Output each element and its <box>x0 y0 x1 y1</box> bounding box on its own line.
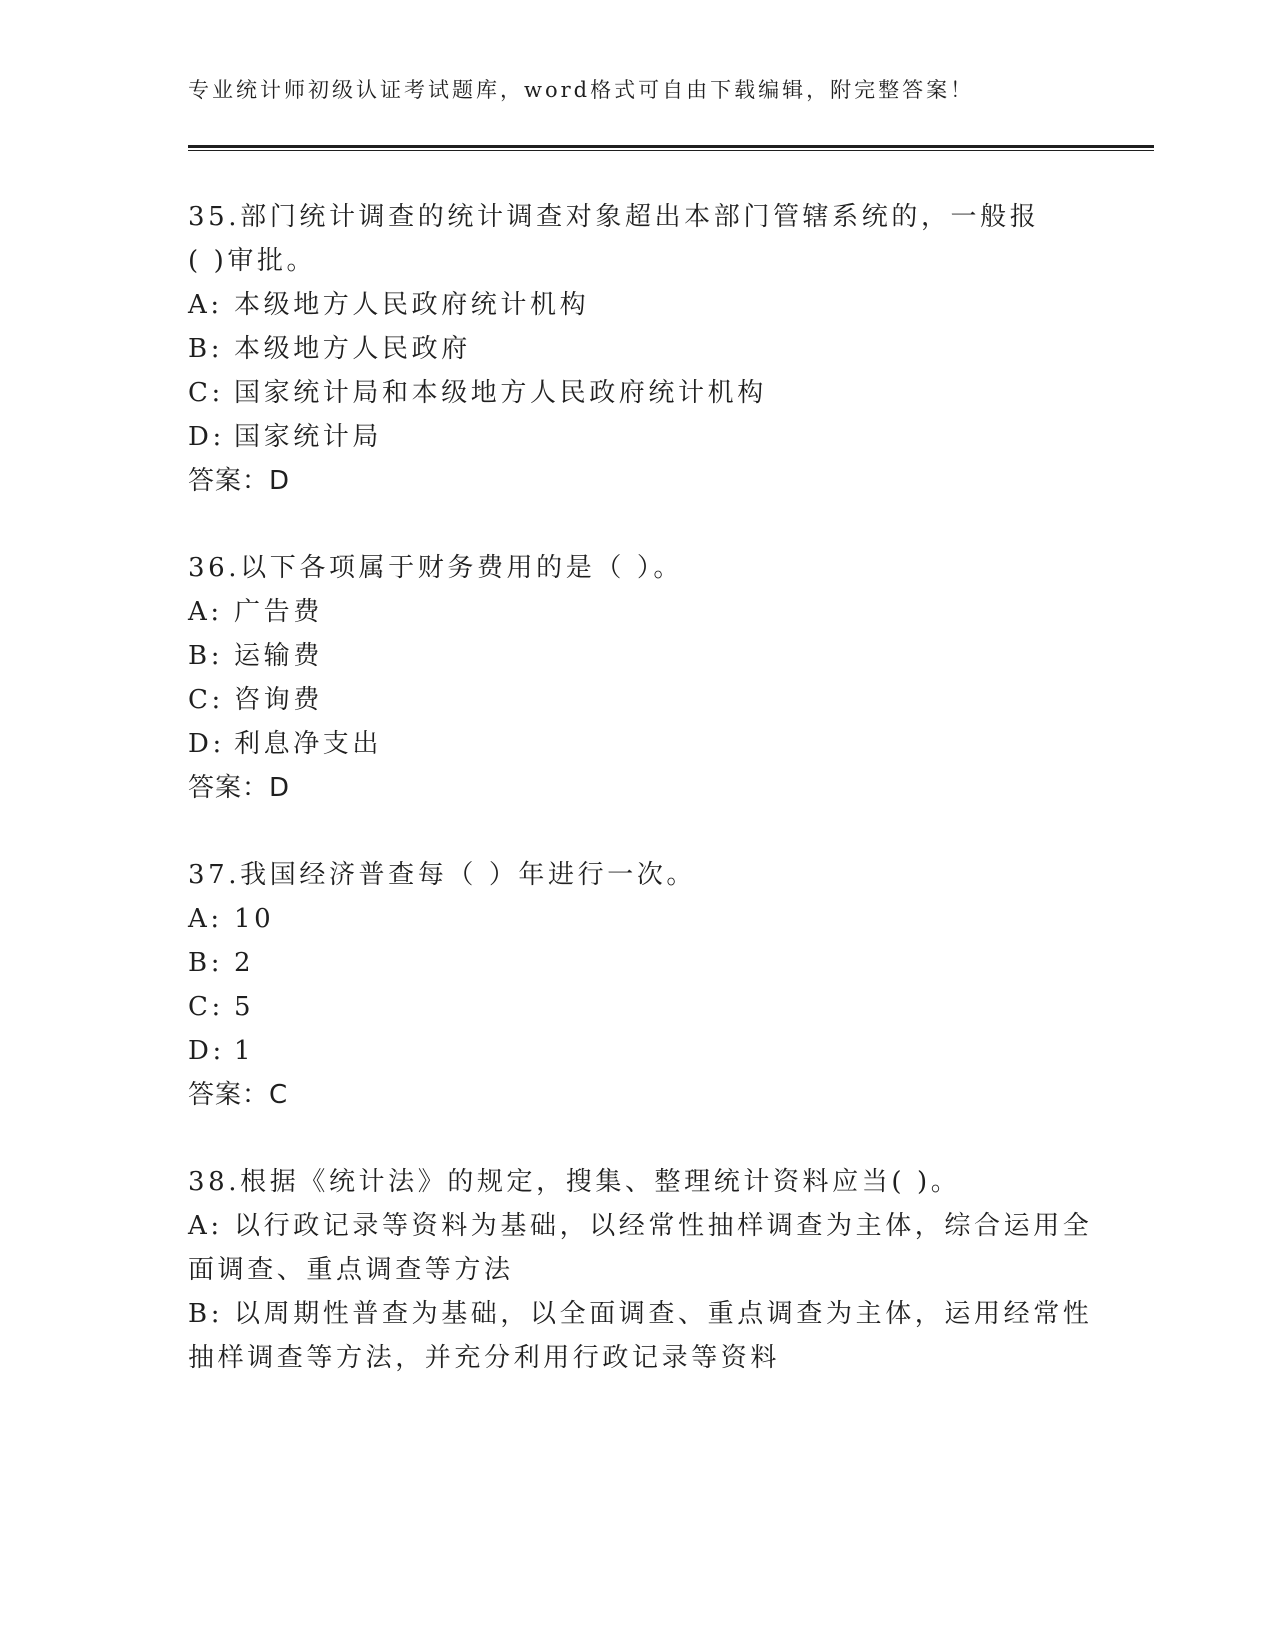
question-37-stem <box>188 856 696 894</box>
option-text: 1 <box>234 1036 255 1066</box>
question-37-option-a <box>188 900 274 938</box>
question-38-option-b-cont <box>188 1339 780 1377</box>
question-38-stem <box>188 1163 960 1201</box>
option-letter: C: <box>188 685 224 715</box>
question-stem-text: 根据《统计法》的规定，搜集、整理统计资料应当( )。 <box>240 1167 961 1197</box>
option-text-continuation: 抽样调查等方法，并充分利用行政记录等资料 <box>188 1343 781 1373</box>
question-37-answer: 答案：C <box>188 1080 289 1110</box>
question-38-option-b <box>188 1295 1092 1333</box>
question-36-option-a <box>188 593 323 631</box>
option-text: 广告费 <box>234 597 323 627</box>
option-text: 运输费 <box>234 641 323 671</box>
question-38-option-a <box>188 1207 1092 1245</box>
question-stem-text: 我国经济普查每（ ）年进行一次。 <box>240 860 697 890</box>
option-text: 10 <box>234 904 275 934</box>
option-letter: D: <box>188 1036 225 1066</box>
option-letter: B: <box>188 1299 224 1329</box>
question-37-option-d <box>188 1032 254 1070</box>
question-37-option-b <box>188 944 254 982</box>
option-letter: A: <box>188 597 223 627</box>
option-letter: C: <box>188 992 224 1022</box>
question-number: 38. <box>188 1167 241 1197</box>
option-text: 咨询费 <box>234 685 323 715</box>
question-number: 37. <box>188 860 241 890</box>
question-stem-text: ( )审批。 <box>188 246 317 276</box>
question-35-option-b <box>188 330 471 368</box>
question-stem-text: 部门统计调查的统计调查对象超出本部门管辖系统的，一般报 <box>240 202 1040 232</box>
option-text: 本级地方人民政府 <box>234 334 471 364</box>
question-36-stem <box>188 549 683 587</box>
question-35-stem <box>188 198 1039 236</box>
question-38-option-a-cont <box>188 1251 514 1289</box>
option-text: 5 <box>234 992 255 1022</box>
question-number: 35. <box>188 202 241 232</box>
page-header: 专业统计师初级认证考试题库，word格式可自由下载编辑，附完整答案！ <box>188 78 975 102</box>
option-text-continuation: 面调查、重点调查等方法 <box>188 1255 514 1285</box>
option-letter: C: <box>188 378 224 408</box>
option-text: 国家统计局和本级地方人民政府统计机构 <box>234 378 767 408</box>
option-letter: B: <box>188 334 224 364</box>
question-number: 36. <box>188 553 241 583</box>
header-rule-thick <box>188 145 1154 148</box>
option-letter: B: <box>188 641 224 671</box>
option-letter: B: <box>188 948 224 978</box>
question-36-option-d <box>188 725 382 763</box>
option-letter: D: <box>188 422 225 452</box>
question-36-option-b <box>188 637 323 675</box>
question-37-option-c <box>188 988 254 1026</box>
option-text: 以周期性普查为基础，以全面调查、重点调查为主体，运用经常性 <box>234 1299 1093 1329</box>
question-35-option-d <box>188 418 382 456</box>
option-text: 本级地方人民政府统计机构 <box>234 290 590 320</box>
option-text: 国家统计局 <box>234 422 383 452</box>
option-letter: D: <box>188 729 225 759</box>
option-text: 2 <box>234 948 255 978</box>
header-rule-thin <box>188 150 1154 151</box>
question-36-option-c <box>188 681 323 719</box>
question-35-option-a <box>188 286 589 324</box>
option-text: 利息净支出 <box>234 729 383 759</box>
question-35-stem-cont <box>188 242 316 280</box>
question-35-option-c <box>188 374 767 412</box>
option-letter: A: <box>188 290 223 320</box>
option-letter: A: <box>188 904 223 934</box>
question-36-answer: 答案：D <box>188 773 291 803</box>
question-stem-text: 以下各项属于财务费用的是（ ）。 <box>240 553 684 583</box>
option-text: 以行政记录等资料为基础，以经常性抽样调查为主体，综合运用全 <box>234 1211 1093 1241</box>
question-35-answer: 答案：D <box>188 466 291 496</box>
option-letter: A: <box>188 1211 223 1241</box>
